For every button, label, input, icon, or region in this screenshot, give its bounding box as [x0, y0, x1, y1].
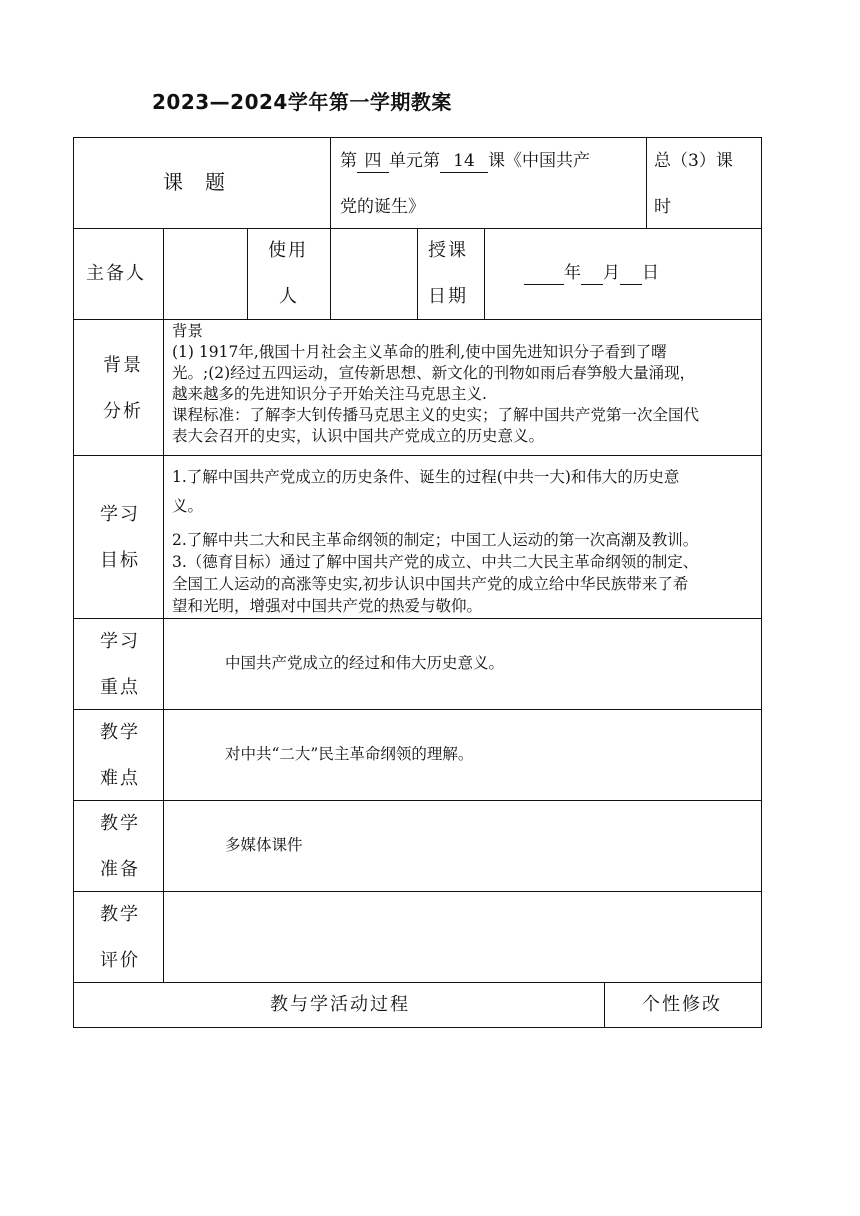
background-line: 越来越多的先进知识分子开始关注马克思主义. — [172, 385, 487, 403]
date-month: 月 — [603, 263, 620, 283]
topic-label: 课 题 — [163, 170, 226, 194]
preparation-label-line1: 教学 — [100, 813, 140, 834]
objective-3-line3: 望和光明，增强对中国共产党的热爱与敬仰。 — [172, 597, 483, 615]
evaluation-label-line2: 评价 — [100, 950, 140, 971]
user-label-line1: 使用 — [268, 240, 308, 261]
teaching-date[interactable] — [524, 262, 659, 285]
background-analysis — [172, 321, 699, 447]
objective-1-line2: 义。 — [172, 497, 204, 515]
background-line: 光。;(2)经过五四运动，宣传新思想、新文化的刊物如雨后春笋般大量涌现， — [172, 364, 696, 382]
preparation-label-line2: 准备 — [100, 859, 140, 880]
date-label-line2: 日期 — [428, 286, 468, 307]
objectives-label-line2: 目标 — [100, 550, 140, 571]
total-hours-line1: 总（3）课 — [654, 151, 733, 171]
date-year: 年 — [564, 263, 581, 283]
page-title: 2023—2024学年第一学期教案 — [152, 90, 452, 114]
background-line: 背景 — [172, 322, 204, 340]
unit-text: 单元第 — [389, 151, 440, 171]
lesson-title-line2: 党的诞生》 — [340, 197, 425, 217]
objective-2: 2.了解中共二大和民主革命纲领的制定；中国工人运动的第一次高潮及教训。 — [172, 531, 699, 549]
background-line: (1) 1917年,俄国十月社会主义革命的胜利,使中国先进知识分子看到了曙 — [172, 343, 667, 361]
key-points-label-line1: 学习 — [100, 631, 140, 652]
difficulties-label-line1: 教学 — [100, 722, 140, 743]
difficulties-content: 对中共“二大”民主革命纲领的理解。 — [225, 745, 474, 763]
background-line: 表大会召开的史实，认识中国共产党成立的历史意义。 — [172, 427, 545, 445]
date-label-line1: 授课 — [428, 240, 468, 261]
background-line: 课程标准：了解李大钊传播马克思主义的史实；了解中国共产党第一次全国代 — [172, 406, 700, 424]
revision-label: 个性修改 — [642, 994, 722, 1015]
key-points-content: 中国共产党成立的经过和伟大历史意义。 — [225, 654, 505, 672]
lesson-number: 14 — [440, 150, 488, 173]
objective-1-line1: 1.了解中国共产党成立的历史条件、诞生的过程(中共一大)和伟大的历史意 — [172, 468, 680, 486]
objective-3-line1: 3.（德育目标）通过了解中国共产党的成立、中共二大民主革命纲领的制定、 — [172, 553, 699, 571]
user-label-line2: 人 — [279, 286, 299, 307]
lesson-title — [340, 150, 590, 173]
unit-number: 四 — [357, 150, 389, 173]
background-label-line1: 背景 — [103, 355, 143, 376]
preparer-label: 主备人 — [86, 263, 146, 284]
date-day: 日 — [642, 263, 659, 283]
background-label-line2: 分析 — [103, 401, 143, 422]
evaluation-label-line1: 教学 — [100, 904, 140, 925]
lesson-title-line1: 课《中国共产 — [488, 151, 590, 171]
process-label: 教与学活动过程 — [270, 994, 410, 1015]
objective-3-line2: 全国工人运动的高涨等史实,初步认识中国共产党的成立给中华民族带来了希 — [172, 575, 689, 593]
difficulties-label-line2: 难点 — [100, 768, 140, 789]
lesson-prefix: 第 — [340, 151, 357, 171]
objectives-label-line1: 学习 — [100, 504, 140, 525]
total-hours-line2: 时 — [654, 197, 671, 217]
key-points-label-line2: 重点 — [100, 677, 140, 698]
preparation-content: 多媒体课件 — [225, 836, 303, 854]
